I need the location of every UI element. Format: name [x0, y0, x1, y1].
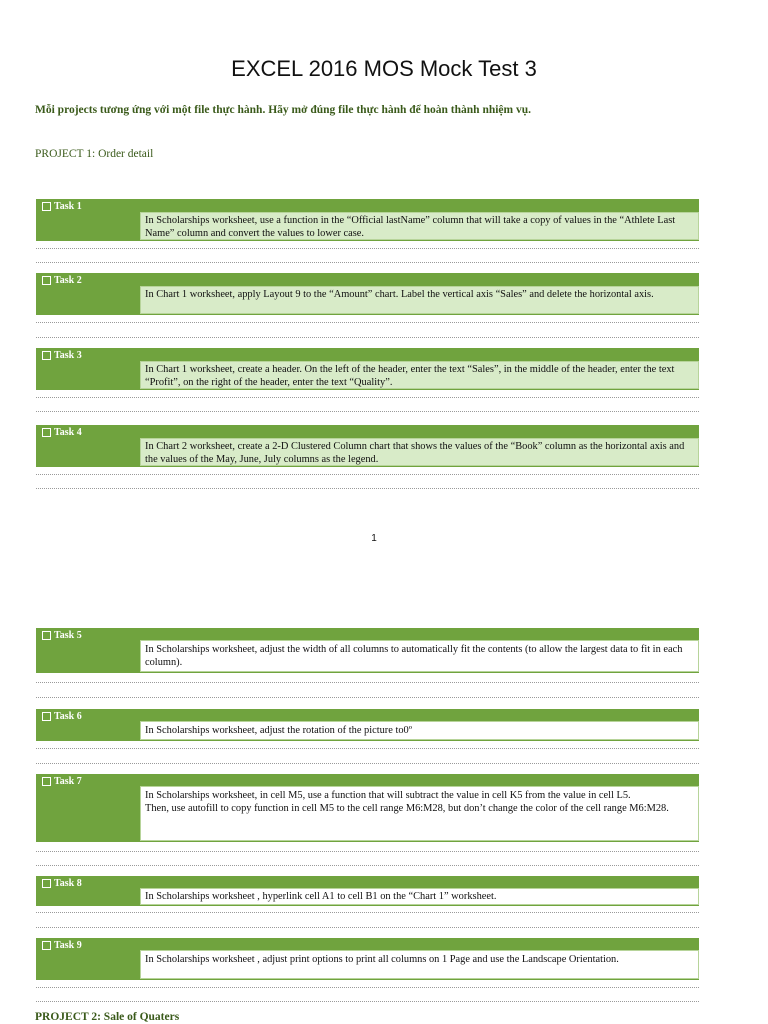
checkbox-icon[interactable] — [42, 879, 51, 888]
task-block-2 — [36, 273, 699, 315]
task-label — [42, 350, 82, 361]
project-heading-2 — [35, 1011, 179, 1023]
task-label-text: Task 6 — [54, 711, 82, 722]
task-content — [140, 786, 699, 841]
task-label — [42, 776, 82, 787]
intro-text: Mỗi projects tương ứng với một file thực hành. Hãy mở đúng file thực hành để hoàn thành nhiệm vụ. — [35, 104, 532, 116]
page-number: 1 — [371, 533, 377, 544]
task-content: In Chart 1 worksheet, create a header. On the left of the header, enter the text “Sales”, in the middle of the header, enter the text “Profit”, on the right of the header, enter the text “Quality”. — [140, 361, 699, 389]
answer-line — [36, 474, 699, 475]
answer-line — [36, 987, 699, 988]
answer-line — [36, 322, 699, 323]
answer-line — [36, 865, 699, 866]
task-label — [42, 940, 82, 951]
answer-line — [36, 1001, 699, 1002]
answer-line — [36, 851, 699, 852]
checkbox-icon[interactable] — [42, 777, 51, 786]
task-block-9 — [36, 938, 699, 980]
project-prefix: PROJECT 2: — [35, 1011, 104, 1023]
answer-line — [36, 763, 699, 764]
task-label-text: Task 5 — [54, 630, 82, 641]
project-heading-1 — [35, 148, 153, 160]
task-label-text: Task 1 — [54, 201, 82, 212]
answer-line — [36, 697, 699, 698]
answer-line — [36, 682, 699, 683]
checkbox-icon[interactable] — [42, 941, 51, 950]
checkbox-icon[interactable] — [42, 712, 51, 721]
project-prefix: PROJECT 1: — [35, 148, 99, 160]
task-content: In Chart 2 worksheet, create a 2-D Clustered Column chart that shows the values of the “Book” column as the horizontal axis and the values of the May, June, July columns as the legend. — [140, 438, 699, 466]
task-label — [42, 427, 82, 438]
answer-line — [36, 488, 699, 489]
answer-line — [36, 927, 699, 928]
task-block-4 — [36, 425, 699, 467]
answer-line — [36, 748, 699, 749]
answer-line — [36, 912, 699, 913]
document-title: EXCEL 2016 MOS Mock Test 3 — [231, 56, 537, 81]
answer-line — [36, 248, 699, 249]
task-label — [42, 201, 82, 212]
task-label — [42, 878, 82, 889]
task-label-text: Task 2 — [54, 275, 82, 286]
project-name: Order detail — [98, 148, 154, 160]
project-name: Sale of Quaters — [103, 1011, 180, 1023]
answer-line — [36, 411, 699, 412]
checkbox-icon[interactable] — [42, 428, 51, 437]
task-label — [42, 711, 82, 722]
task-content-line: Then, use autofill to copy function in cell M5 to the cell range M6:M28, but don’t change the color of the cell range M6:M28. — [145, 803, 669, 814]
task-content: In Scholarships worksheet, adjust the width of all columns to automatically fit the contents (to allow the largest data to fit in each column). — [140, 640, 699, 672]
task-label-text: Task 7 — [54, 776, 82, 787]
task-content: In Scholarships worksheet , hyperlink cell A1 to cell B1 on the “Chart 1” worksheet. — [140, 888, 699, 905]
checkbox-icon[interactable] — [42, 202, 51, 211]
checkbox-icon[interactable] — [42, 276, 51, 285]
answer-line — [36, 262, 699, 263]
task-label-text: Task 3 — [54, 350, 82, 361]
task-label-text: Task 8 — [54, 878, 82, 889]
task-block-5 — [36, 628, 699, 673]
task-content: In Scholarships worksheet , adjust print options to print all columns on 1 Page and use the Landscape Orientation. — [140, 950, 699, 979]
task-label — [42, 275, 82, 286]
checkbox-icon[interactable] — [42, 631, 51, 640]
task-content: In Scholarships worksheet, use a function in the “Official lastName” column that will take a copy of values in the “Athlete Last Name” column and convert the values to lower case. — [140, 212, 699, 240]
task-block-8 — [36, 876, 699, 906]
task-label — [42, 630, 82, 641]
checkbox-icon[interactable] — [42, 351, 51, 360]
task-label-text: Task 4 — [54, 427, 82, 438]
task-block-7 — [36, 774, 699, 842]
task-content-line: In Scholarships worksheet, in cell M5, use a function that will subtract the value in cell K5 from the value in cell L5. — [145, 790, 631, 801]
task-block-3 — [36, 348, 699, 390]
answer-line — [36, 337, 699, 338]
answer-line — [36, 397, 699, 398]
task-block-1 — [36, 199, 699, 241]
task-content: In Scholarships worksheet, adjust the rotation of the picture to0º — [140, 721, 699, 740]
task-block-6 — [36, 709, 699, 741]
task-label-text: Task 9 — [54, 940, 82, 951]
task-content: In Chart 1 worksheet, apply Layout 9 to the “Amount” chart. Label the vertical axis “Sales” and delete the horizontal axis. — [140, 286, 699, 314]
